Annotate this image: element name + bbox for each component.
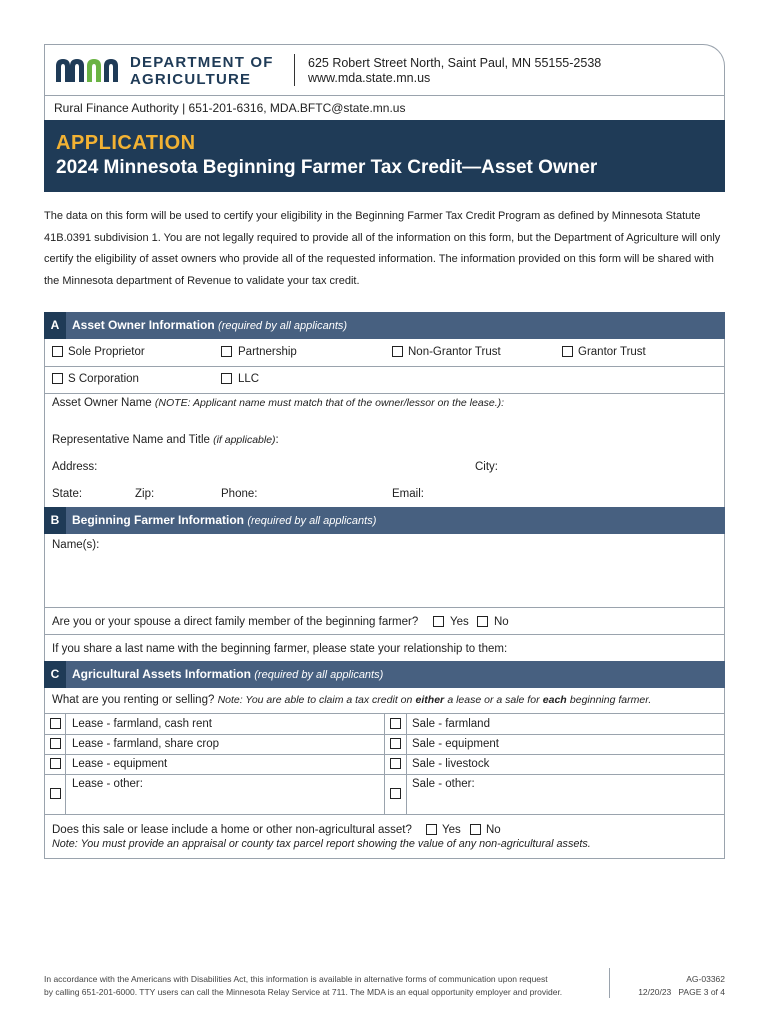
llc-checkbox[interactable] [221, 373, 232, 384]
renting-note-either: either [415, 694, 445, 706]
family-question: Are you or your spouse a direct family member of the beginning farmer? [52, 616, 419, 628]
row-divider [44, 607, 725, 608]
section-title-text: Beginning Farmer Information [72, 513, 245, 527]
family-yes-label: Yes [450, 616, 469, 628]
names-field[interactable]: Name(s): [52, 539, 100, 551]
sale-farmland-checkbox[interactable] [390, 718, 401, 729]
header-address [308, 56, 601, 86]
row-divider [44, 393, 725, 394]
renting-question [52, 694, 651, 706]
grid-line [44, 814, 725, 815]
lease-cash-rent-label: Lease - farmland, cash rent [72, 718, 212, 730]
representative-label: Representative Name and Title [52, 434, 210, 446]
lease-cash-rent-checkbox[interactable] [50, 718, 61, 729]
renting-note-a: Note: You are able to claim a tax credit on [217, 694, 413, 706]
row-divider [44, 634, 725, 635]
page-number: PAGE 3 of 4 [678, 987, 725, 997]
lease-share-crop-label: Lease - farmland, share crop [72, 738, 220, 750]
owner-name-field[interactable] [52, 397, 504, 409]
relationship-field[interactable]: If you share a last name with the beginning farmer, please state your relationship to them: [52, 643, 508, 655]
section-a-header [44, 312, 725, 339]
form-date: 12/20/23 [638, 987, 672, 997]
section-note: (required by all applicants) [254, 669, 384, 681]
sale-farmland-label: Sale - farmland [412, 718, 490, 730]
section-note: (required by all applicants) [218, 320, 348, 332]
grid-line [406, 713, 407, 814]
footer-line-1: In accordance with the Americans with Disabilities Act, this information is available in alternative forms of communication upon request [44, 974, 548, 984]
section-title-text: Agricultural Assets Information [72, 667, 251, 681]
footer-divider [609, 968, 610, 998]
footer-meta [620, 973, 725, 999]
renting-note-each: each [542, 694, 567, 706]
footer-line-2: by calling 651-201-6000. TTY users can call the Minnesota Relay Service at 711. The MDA is an equal opportunity employer and provider. [44, 987, 563, 997]
border-left [44, 534, 45, 661]
border-right [724, 339, 725, 507]
home-no-checkbox[interactable] [470, 824, 481, 835]
lease-other-checkbox[interactable] [50, 788, 61, 799]
representative-colon: : [275, 434, 279, 446]
sale-livestock-checkbox[interactable] [390, 758, 401, 769]
home-yes-checkbox[interactable] [426, 824, 437, 835]
lease-equipment-label: Lease - equipment [72, 758, 168, 770]
email-field[interactable]: Email: [392, 488, 424, 500]
owner-name-label: Asset Owner Name [52, 397, 152, 409]
renting-note-c: beginning farmer. [569, 694, 652, 706]
home-note: Note: You must provide an appraisal or county tax parcel report showing the value of any non-agricultural assets. [52, 838, 591, 850]
lease-equipment-checkbox[interactable] [50, 758, 61, 769]
section-b-header [44, 507, 725, 534]
title-band [44, 120, 725, 192]
section-letter: A [44, 312, 66, 339]
logo-divider [294, 54, 295, 86]
partnership-checkbox[interactable] [221, 346, 232, 357]
section-c-header [44, 661, 725, 688]
section-title [72, 667, 383, 681]
s-corporation-label: S Corporation [68, 373, 139, 385]
border-right [724, 534, 725, 661]
header-separator [44, 95, 725, 96]
mda-logo-icon [54, 56, 122, 84]
home-question: Does this sale or lease include a home or other non-agricultural asset? [52, 824, 412, 836]
renting-question-text: What are you renting or selling? [52, 694, 215, 706]
title-kicker: APPLICATION [56, 132, 196, 154]
section-bottom-border [44, 858, 725, 859]
street-address: 625 Robert Street North, Saint Paul, MN 55155-2538 [308, 56, 602, 70]
footer-notice [44, 973, 562, 999]
family-no-label: No [494, 616, 509, 628]
home-yes-label: Yes [442, 824, 461, 836]
sale-equipment-checkbox[interactable] [390, 738, 401, 749]
section-note: (required by all applicants) [247, 515, 377, 527]
partnership-label: Partnership [238, 346, 297, 358]
non-grantor-trust-checkbox[interactable] [392, 346, 403, 357]
family-yes-checkbox[interactable] [433, 616, 444, 627]
lease-share-crop-checkbox[interactable] [50, 738, 61, 749]
website-link[interactable]: www.mda.state.mn.us [308, 71, 431, 85]
section-title [72, 318, 347, 332]
representative-note: (if applicable) [213, 434, 276, 446]
logo-line-1: DEPARTMENT OF [130, 54, 274, 71]
grantor-trust-label: Grantor Trust [578, 346, 646, 358]
renting-note-b: a lease or a sale for [447, 694, 540, 706]
border-left [44, 339, 45, 507]
zip-field[interactable]: Zip: [135, 488, 155, 500]
sale-other-checkbox[interactable] [390, 788, 401, 799]
grantor-trust-checkbox[interactable] [562, 346, 573, 357]
city-field[interactable]: City: [475, 461, 498, 473]
section-title [72, 513, 376, 527]
form-number: AG-03362 [686, 974, 725, 984]
grid-line [65, 713, 66, 814]
sale-equipment-label: Sale - equipment [412, 738, 499, 750]
page-title: 2024 Minnesota Beginning Farmer Tax Credit—Asset Owner [56, 157, 598, 178]
family-no-checkbox[interactable] [477, 616, 488, 627]
lease-other-field[interactable]: Lease - other: [72, 778, 143, 790]
sole-proprietor-checkbox[interactable] [52, 346, 63, 357]
llc-label: LLC [238, 373, 260, 385]
representative-field[interactable] [52, 434, 279, 446]
section-letter: C [44, 661, 66, 688]
logo-wordmark [130, 54, 274, 88]
home-no-label: No [486, 824, 501, 836]
section-title-text: Asset Owner Information [72, 318, 215, 332]
state-field[interactable]: State: [52, 488, 83, 500]
authority-contact: Rural Finance Authority | 651-201-6316, MDA.BFTC@state.mn.us [54, 101, 406, 115]
logo-line-2: AGRICULTURE [130, 71, 252, 88]
row-divider [44, 366, 725, 367]
grid-line [384, 713, 385, 814]
s-corporation-checkbox[interactable] [52, 373, 63, 384]
date-and-page [620, 986, 725, 999]
sole-proprietor-label: Sole Proprietor [68, 346, 145, 358]
intro-paragraph: The data on this form will be used to certify your eligibility in the Beginning Farmer Tax Credit Program as defined by Minnesota Statute 41B.0391 subdivision 1. You are not legally required to provide all of the information on this form, but the Department of Agriculture will only certify the eligibility of asset owners who provide all of the requested information. The information provided on this form will be shared with the Minnesota department of Revenue to validate your tax credit. [44, 210, 721, 287]
sale-other-field[interactable]: Sale - other: [412, 778, 475, 790]
sale-livestock-label: Sale - livestock [412, 758, 490, 770]
address-field[interactable]: Address: [52, 461, 98, 473]
owner-name-note: (NOTE: Applicant name must match that of the owner/lessor on the lease.): [154, 397, 505, 409]
section-letter: B [44, 507, 66, 534]
phone-field[interactable]: Phone: [221, 488, 258, 500]
non-grantor-trust-label: Non-Grantor Trust [408, 346, 501, 358]
